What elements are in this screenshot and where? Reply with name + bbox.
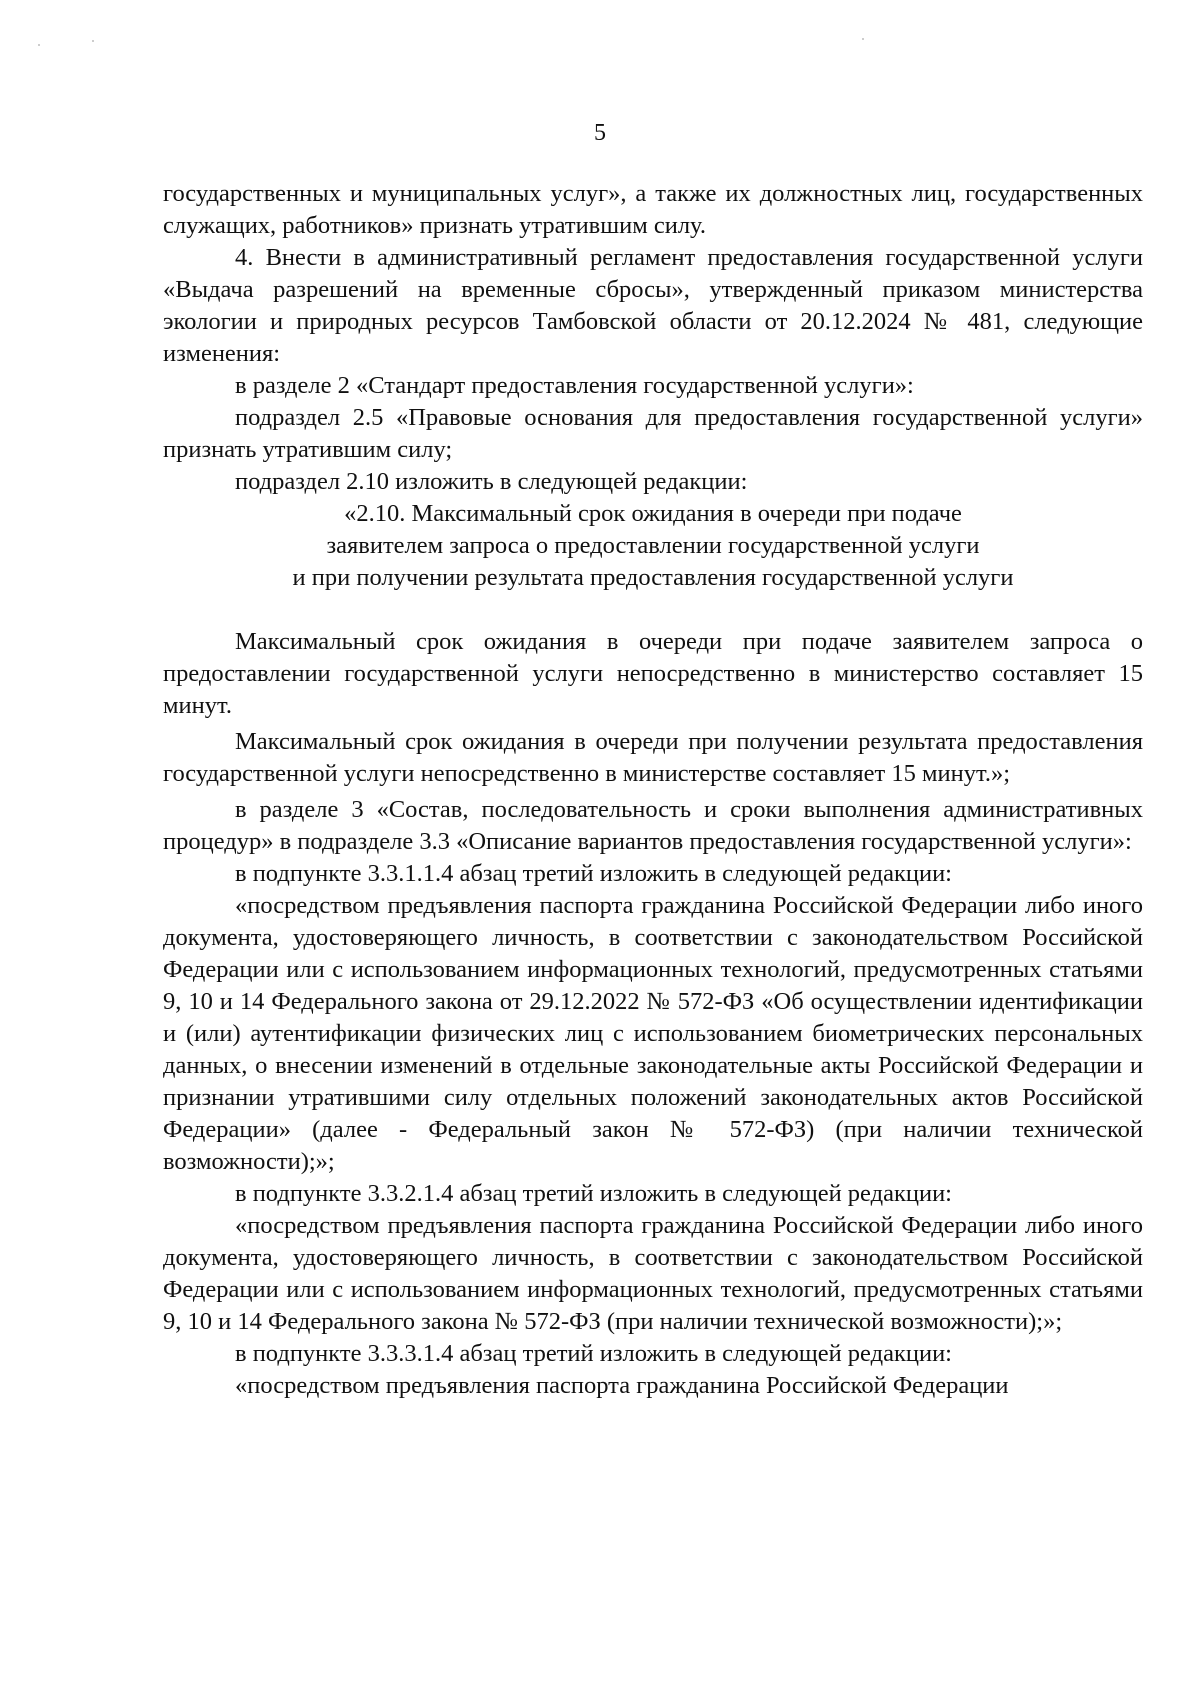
spacer (163, 594, 1143, 626)
section-heading (163, 498, 1143, 594)
paragraph: в подпункте 3.3.1.1.4 абзац третий изложить в следующей редакции: (235, 860, 952, 887)
paragraph: государственных и муниципальных услуг», а также их должностных лиц, государственных служащих, работников» признать утратившим силу. (163, 180, 1143, 239)
paragraph: в подпункте 3.3.3.1.4 абзац третий изложить в следующей редакции: (235, 1340, 952, 1367)
paragraph: 4. Внести в административный регламент предоставления государственной услуги «Выдача разрешений на временные сбросы», утвержденный приказом министерства экологии и природных ресурсов Тамбовской области от 20.12.2024 № 481, следующие изменения: (163, 244, 1143, 367)
heading-line: и при получении результата предоставления государственной услуги (292, 564, 1014, 591)
page-number: 5 (594, 120, 606, 146)
paragraph: подраздел 2.10 изложить в следующей редакции: (235, 468, 748, 495)
paragraph: «посредством предъявления паспорта гражданина Российской Федерации (235, 1372, 1009, 1399)
paragraph: в подпункте 3.3.2.1.4 абзац третий изложить в следующей редакции: (235, 1180, 952, 1207)
paragraph: «посредством предъявления паспорта гражданина Российской Федерации либо иного документа, удостоверяющего личность, в соответствии с законодательством Российской Федерации или с использованием информационных технологий, предусмотренных статьями 9, 10 и 14 Федерального закона № 572-ФЗ (при наличии технической возможности);»; (163, 1212, 1143, 1335)
document-body (163, 178, 1143, 1402)
paragraph: в разделе 3 «Состав, последовательность и сроки выполнения административных процедур» в подразделе 3.3 «Описание вариантов предоставления государственной услуги»: (163, 796, 1143, 855)
scan-speck (38, 44, 40, 46)
paragraph: Максимальный срок ожидания в очереди при получении результата предоставления государственной услуги непосредственно в министерстве составляет 15 минут.»; (163, 728, 1143, 787)
heading-line: заявителем запроса о предоставлении государственной услуги (326, 532, 980, 559)
paragraph: Максимальный срок ожидания в очереди при подаче заявителем запроса о предоставлении государственной услуги непосредственно в министерство составляет 15 минут. (163, 628, 1143, 719)
paragraph: «посредством предъявления паспорта гражданина Российской Федерации либо иного документа, удостоверяющего личность, в соответствии с законодательством Российской Федерации или с использованием информационных технологий, предусмотренных статьями 9, 10 и 14 Федерального закона от 29.12.2022 № 572-ФЗ «Об осуществлении идентификации и (или) аутентификации физических лиц с использованием биометрических персональных данных, о внесении изменений в отдельные законодательные акты Российской Федерации и признании утратившими силу отдельных положений законодательных актов Российской Федерации» (далее - Федеральный закон № 572-ФЗ) (при наличии технической возможности);»; (163, 892, 1143, 1175)
heading-line: «2.10. Максимальный срок ожидания в очереди при подаче (344, 500, 962, 527)
scan-speck (862, 38, 864, 40)
scan-speck (92, 40, 94, 42)
paragraph: подраздел 2.5 «Правовые основания для предоставления государственной услуги» признать утратившим силу; (163, 404, 1143, 463)
paragraph: в разделе 2 «Стандарт предоставления государственной услуги»: (235, 372, 914, 399)
